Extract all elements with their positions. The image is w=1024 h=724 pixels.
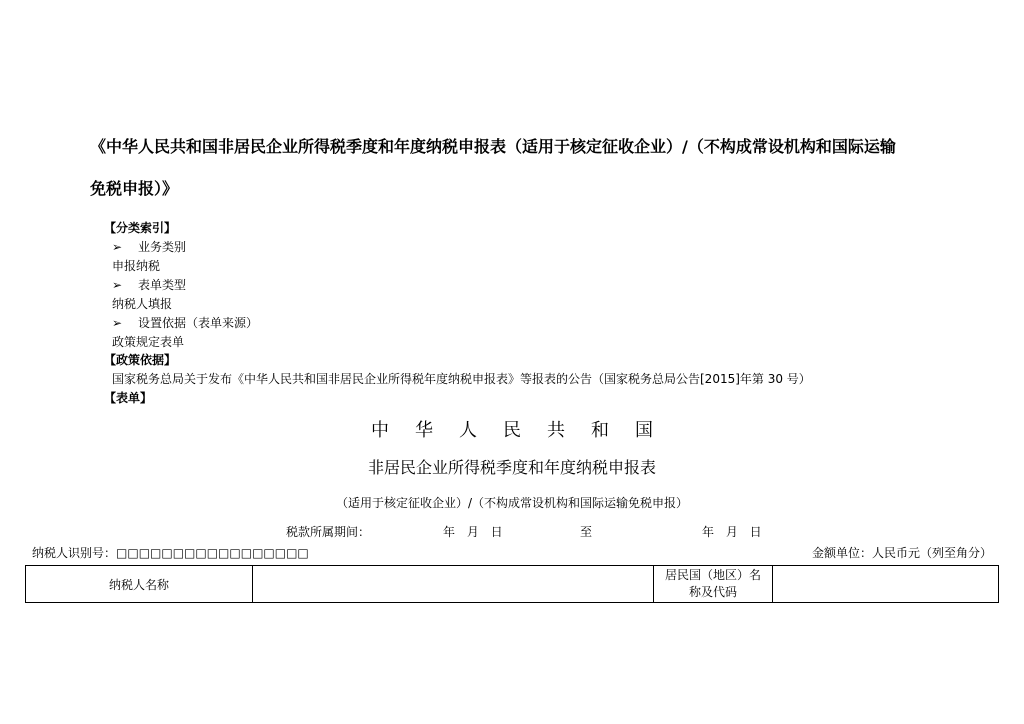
document-title-line-1: 《中华人民共和国非居民企业所得税季度和年度纳税申报表（适用于核定征收企业）/（不构成常设机构和国际运输	[90, 137, 896, 156]
residence-country-label-line-1: 居民国（地区）名	[664, 568, 761, 582]
form-section-heading: 【表单】	[104, 391, 153, 405]
arrow-bullet-icon: ➢	[112, 278, 123, 292]
tax-period-to-label: 至	[580, 525, 593, 539]
taxpayer-id-row	[32, 544, 309, 561]
classification-item-basis	[112, 314, 258, 331]
policy-heading: 【政策依据】	[104, 353, 177, 367]
taxpayer-id-boxes: □□□□□□□□□□□□□□□□□	[116, 546, 309, 560]
arrow-bullet-icon: ➢	[112, 316, 123, 330]
form-subtitle: （适用于核定征收企业）/（不构成常设机构和国际运输免税申报）	[335, 496, 689, 510]
classification-item-form-type	[112, 276, 186, 293]
tax-period-label: 税款所属期间：	[286, 525, 371, 539]
form-name-title: 非居民企业所得税季度和年度纳税申报表	[367, 458, 656, 477]
taxpayer-name-field	[253, 566, 654, 603]
tax-period-to-date: 年 月 日	[702, 525, 762, 539]
taxpayer-info-table	[25, 565, 999, 603]
classification-item-business-type	[112, 238, 186, 255]
taxpayer-name-label: 纳税人名称	[26, 566, 253, 603]
residence-country-label	[654, 566, 773, 603]
policy-text: 国家税务总局关于发布《中华人民共和国非居民企业所得税年度纳税申报表》等报表的公告（国家税务总局公告[2015]年第 30 号）	[112, 372, 811, 386]
classification-item-label: 设置依据（表单来源）	[138, 316, 259, 330]
classification-item-value: 申报纳税	[112, 259, 161, 273]
form-country-title: 中华人民共和国	[371, 420, 679, 441]
taxpayer-id-label: 纳税人识别号：	[32, 546, 117, 560]
classification-item-value: 纳税人填报	[112, 297, 173, 311]
residence-country-field	[773, 566, 999, 603]
classification-heading: 【分类索引】	[104, 221, 177, 235]
tax-period-from-date: 年 月 日	[443, 525, 503, 539]
classification-item-label: 表单类型	[138, 278, 187, 292]
document-title-line-2: 免税申报）》	[90, 179, 179, 198]
table-row	[26, 566, 999, 603]
arrow-bullet-icon: ➢	[112, 240, 123, 254]
residence-country-label-line-2: 称及代码	[688, 585, 737, 599]
classification-item-label: 业务类别	[138, 240, 187, 254]
currency-unit: 金额单位：人民币元（列至角分）	[811, 546, 992, 560]
classification-item-value: 政策规定表单	[112, 335, 185, 349]
